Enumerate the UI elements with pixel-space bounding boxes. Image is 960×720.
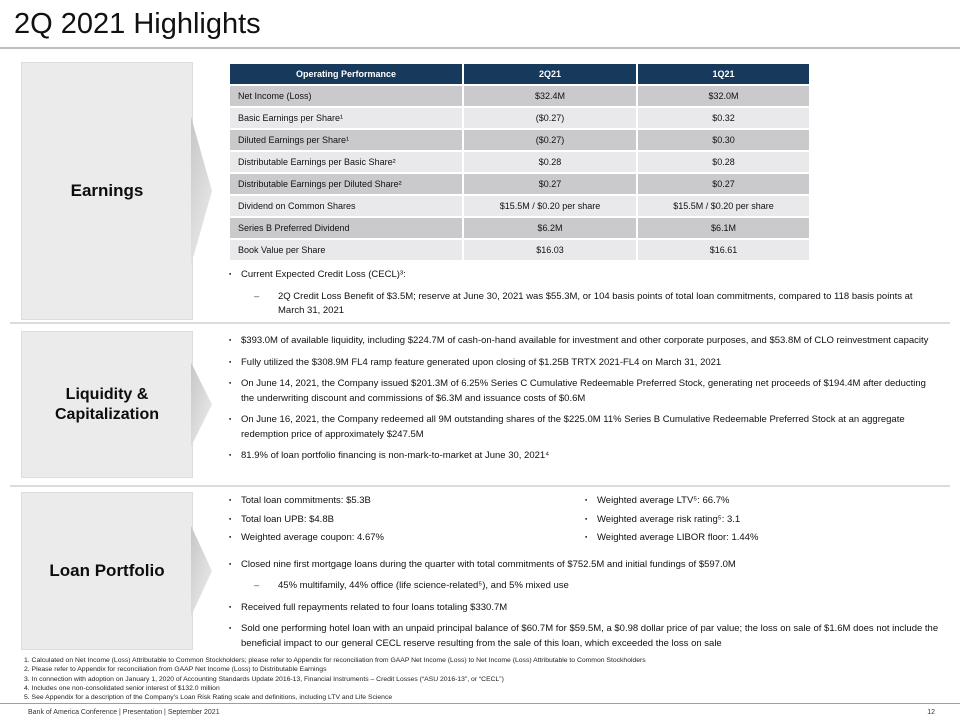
footnote-line: 1. Calculated on Net Income (Loss) Attributable to Common Stockholders; please refer to Appendix for reconciliation from GAAP Net Income (Loss) to Net Income (Loss) Attributable to Common Stockholders: [24, 657, 646, 664]
table-cell: Distributable Earnings per Basic Share²: [230, 152, 462, 172]
bullet-item: [228, 531, 584, 546]
bullet-text: Current Expected Credit Loss (CECL)³:: [241, 269, 406, 280]
bullet-item: [228, 622, 940, 651]
bullet-item: [228, 413, 940, 442]
liquidity-bullets: [228, 334, 940, 471]
table-row: [230, 108, 809, 128]
bullet-item: [584, 531, 940, 546]
table-cell: $0.28: [464, 152, 636, 172]
table-cell: $32.0M: [638, 86, 809, 106]
bullet-item: [228, 601, 940, 616]
section-label-text: Loan Portfolio: [49, 561, 165, 580]
bullet-square-icon: ▪: [585, 497, 588, 504]
bullet-square-icon: ▪: [229, 625, 232, 632]
bullet-text: $393.0M of available liquidity, including $224.7M of cash-on-hand available for investment and other corporate purposes, and $53.8M of CLO reinvestment capacity: [241, 335, 929, 346]
bullet-item: [228, 558, 940, 573]
bullet-item: [228, 494, 584, 509]
loan-stats-grid: [228, 494, 940, 550]
sub-bullet-text: 45% multifamily, 44% office (life science-related⁵), and 5% mixed use: [278, 580, 569, 591]
table-cell: Book Value per Share: [230, 240, 462, 260]
table-row: [230, 196, 809, 216]
table-cell: Series B Preferred Dividend: [230, 218, 462, 238]
table-row: [230, 152, 809, 172]
bullet-square-icon: ▪: [229, 603, 232, 611]
page-number: 12: [927, 708, 935, 716]
bullet-square-icon: ▪: [585, 534, 588, 541]
bullet-item: [584, 494, 940, 509]
table-row: [230, 218, 809, 238]
col-header-2q21: 2Q21: [464, 64, 636, 84]
bullet-text: Weighted average LIBOR floor: 1.44%: [597, 532, 759, 543]
bullet-square-icon: ▪: [229, 452, 232, 459]
title-underline: [0, 47, 960, 49]
loan-stats-right: [584, 494, 940, 550]
col-header-1q21: 1Q21: [638, 64, 809, 84]
arrow-right-icon: [191, 362, 212, 446]
loan-portfolio-content: [228, 494, 940, 658]
section-divider: [10, 322, 950, 324]
bullet-text: Fully utilized the $308.9M FL4 ramp feature generated upon closing of $1.25B TRTX 2021-FL4 on March 31, 2021: [241, 356, 722, 368]
loan-stats-left: [228, 494, 584, 550]
footnotes: [24, 656, 936, 702]
bullet-text: Weighted average risk rating⁵: 3.1: [597, 513, 741, 525]
bullet-square-icon: ▪: [229, 497, 232, 504]
bullet-text: Total loan commitments: $5.3B: [241, 495, 371, 506]
table-cell: $0.30: [638, 130, 809, 150]
bullet-item: [228, 356, 940, 371]
table-cell: Dividend on Common Shares: [230, 196, 462, 216]
bullet-text: Sold one performing hotel loan with an unpaid principal balance of $60.7M for $59.5M, a $0.98 dollar price of par value; the loss on sale of $1.6M does not include the beneficial impact to our general CECL reserve resulting from the sale of this loan, which exceeded the loss on sale: [241, 623, 939, 649]
arrow-right-icon: [191, 117, 212, 265]
bullet-item: [228, 513, 584, 528]
footnote-line: 3. In connection with adoption on January 1, 2020 of Accounting Standards Update 2016-13, Financial Instruments – Credit Losses (“ASU 2016-13”, or “CECL”): [24, 675, 504, 683]
bullet-square-icon: ▪: [229, 271, 232, 278]
section-label-loan-portfolio: [21, 492, 193, 650]
footnote-line: 2. Please refer to Appendix for reconciliation from GAAP Net Income (Loss) to Distributable Earnings: [24, 666, 327, 674]
table-cell: $6.2M: [464, 218, 636, 238]
bullet-text: On June 14, 2021, the Company issued $201.3M of 6.25% Series C Cumulative Redeemable Preferred Stock, generating net proceeds of $194.4M after deducting the underwriting discount and commissions of $6.3M and issuance costs of $0.6M: [241, 378, 926, 404]
table-cell: ($0.27): [464, 130, 636, 150]
bullet-square-icon: ▪: [229, 515, 232, 523]
table-cell: Net Income (Loss): [230, 86, 462, 106]
operating-performance-table: [228, 62, 811, 262]
bullet-item: [228, 334, 940, 349]
table-cell: $16.03: [464, 240, 636, 260]
col-header-operating-performance: Operating Performance: [230, 64, 462, 84]
bullet-text: Weighted average coupon: 4.67%: [241, 532, 384, 543]
table-header-row: [230, 64, 809, 84]
bullet-text: Closed nine first mortgage loans during the quarter with total commitments of $752.5M and initial fundings of $597.0M: [241, 558, 736, 570]
table-cell: $15.5M / $0.20 per share: [464, 196, 636, 216]
section-label-text: Earnings: [70, 181, 144, 200]
bullet-item: [228, 377, 940, 406]
table-row: [230, 174, 809, 194]
table-cell: $32.4M: [464, 86, 636, 106]
sub-bullet-item: [254, 579, 940, 594]
table-cell: ($0.27): [464, 108, 636, 128]
table-row: [230, 130, 809, 150]
table-row: [230, 86, 809, 106]
bullet-text: 81.9% of loan portfolio financing is non-mark-to-market at June 30, 2021⁴: [241, 450, 550, 461]
table-cell: $0.32: [638, 108, 809, 128]
dash-icon: –: [254, 580, 260, 591]
table-cell: Diluted Earnings per Share¹: [230, 130, 462, 150]
section-label-liquidity-capitalization: [21, 331, 193, 478]
footer-text: Bank of America Conference | Presentation | September 2021: [28, 708, 220, 716]
bullet-square-icon: ▪: [585, 515, 588, 523]
bullet-item: [584, 513, 940, 528]
section-label-text: Liquidity & Capitalization: [54, 385, 159, 423]
sub-bullet-text: 2Q Credit Loss Benefit of $3.5M; reserve at June 30, 2021 was $55.3M, or 104 basis points of total loan commitments, compared to 118 basis points at March 31, 2021: [278, 290, 913, 316]
earnings-bullets: [228, 268, 940, 326]
bullet-square-icon: ▪: [229, 380, 232, 387]
table-cell: $6.1M: [638, 218, 809, 238]
table-cell: $16.61: [638, 240, 809, 260]
table-row: [230, 240, 809, 260]
bullet-square-icon: ▪: [229, 358, 232, 366]
footnote-line: 5. See Appendix for a description of the Company’s Loan Risk Rating scale and definitions, including LTV and Life Science: [24, 694, 393, 702]
table-cell: $0.27: [638, 174, 809, 194]
bullet-square-icon: ▪: [229, 337, 232, 344]
bullet-square-icon: ▪: [229, 534, 232, 541]
bullet-text: Weighted average LTV⁵: 66.7%: [597, 495, 730, 506]
dash-icon: –: [254, 290, 260, 302]
arrow-right-icon: [191, 526, 212, 616]
section-label-earnings: [21, 62, 193, 320]
sub-bullet-item: [254, 290, 940, 319]
bullet-item: [228, 449, 940, 464]
table-cell: $0.27: [464, 174, 636, 194]
bullet-text: Received full repayments related to four loans totaling $330.7M: [241, 601, 508, 613]
table-cell: $15.5M / $0.20 per share: [638, 196, 809, 216]
bullet-square-icon: ▪: [229, 416, 232, 423]
bullet-square-icon: ▪: [229, 560, 232, 568]
table-cell: Basic Earnings per Share¹: [230, 108, 462, 128]
bullet-text: On June 16, 2021, the Company redeemed all 9M outstanding shares of the $225.0M 11% Series B Cumulative Redeemable Preferred Stock at an aggregate redemption price of approximately $247.5M: [241, 414, 905, 440]
table-cell: Distributable Earnings per Diluted Share²: [230, 174, 462, 194]
section-divider: [10, 485, 950, 487]
page-title: 2Q 2021 Highlights: [14, 8, 261, 40]
table-cell: $0.28: [638, 152, 809, 172]
bullet-item: [228, 268, 940, 283]
footer: [0, 703, 960, 720]
bullet-text: Total loan UPB: $4.8B: [241, 513, 334, 525]
footnote-line: 4. Includes one non-consolidated senior interest of $132.0 million: [24, 684, 220, 692]
